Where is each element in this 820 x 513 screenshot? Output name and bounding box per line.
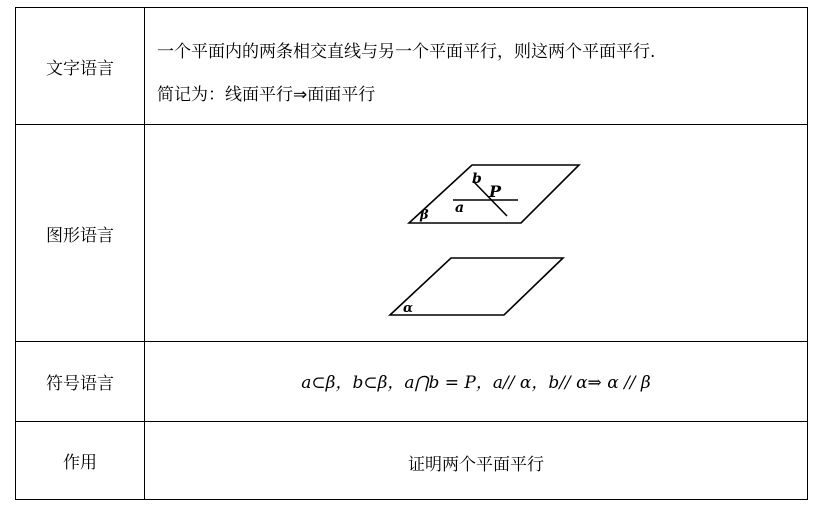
label-a: a <box>455 200 465 216</box>
theorem-table <box>15 7 808 500</box>
label-alpha: α <box>403 301 414 316</box>
row-label-text-language: 文字语言 <box>16 8 145 124</box>
theorem-use: 证明两个平面平行 <box>408 455 544 475</box>
row-content-symbol <box>145 342 807 421</box>
label-beta: β <box>420 208 429 223</box>
planes-figure <box>145 125 807 342</box>
row-content-text-language <box>145 8 807 124</box>
row-text-language <box>16 8 807 125</box>
theorem-statement: 一个平面内的两条相交直线与另一个平面平行，则这两个平面平行. <box>157 42 656 62</box>
row-content-use <box>145 422 807 499</box>
theorem-summary: 简记为：线面平行⇒面面平行 <box>157 85 376 105</box>
symbolic-formula: a⊂β，b⊂β，a⋂b = P，a// α，b// α⇒ α // β <box>301 373 651 393</box>
row-figure-language <box>16 125 807 342</box>
row-label-figure-language: 图形语言 <box>16 125 145 341</box>
label-P: P <box>489 182 502 201</box>
row-label-use: 作用 <box>16 422 145 499</box>
row-symbol-language <box>16 342 807 422</box>
row-label-symbol-language: 符号语言 <box>16 342 145 421</box>
label-b: b <box>472 171 482 187</box>
row-use <box>16 422 807 499</box>
plane-alpha <box>390 258 563 315</box>
row-content-figure <box>145 125 807 341</box>
